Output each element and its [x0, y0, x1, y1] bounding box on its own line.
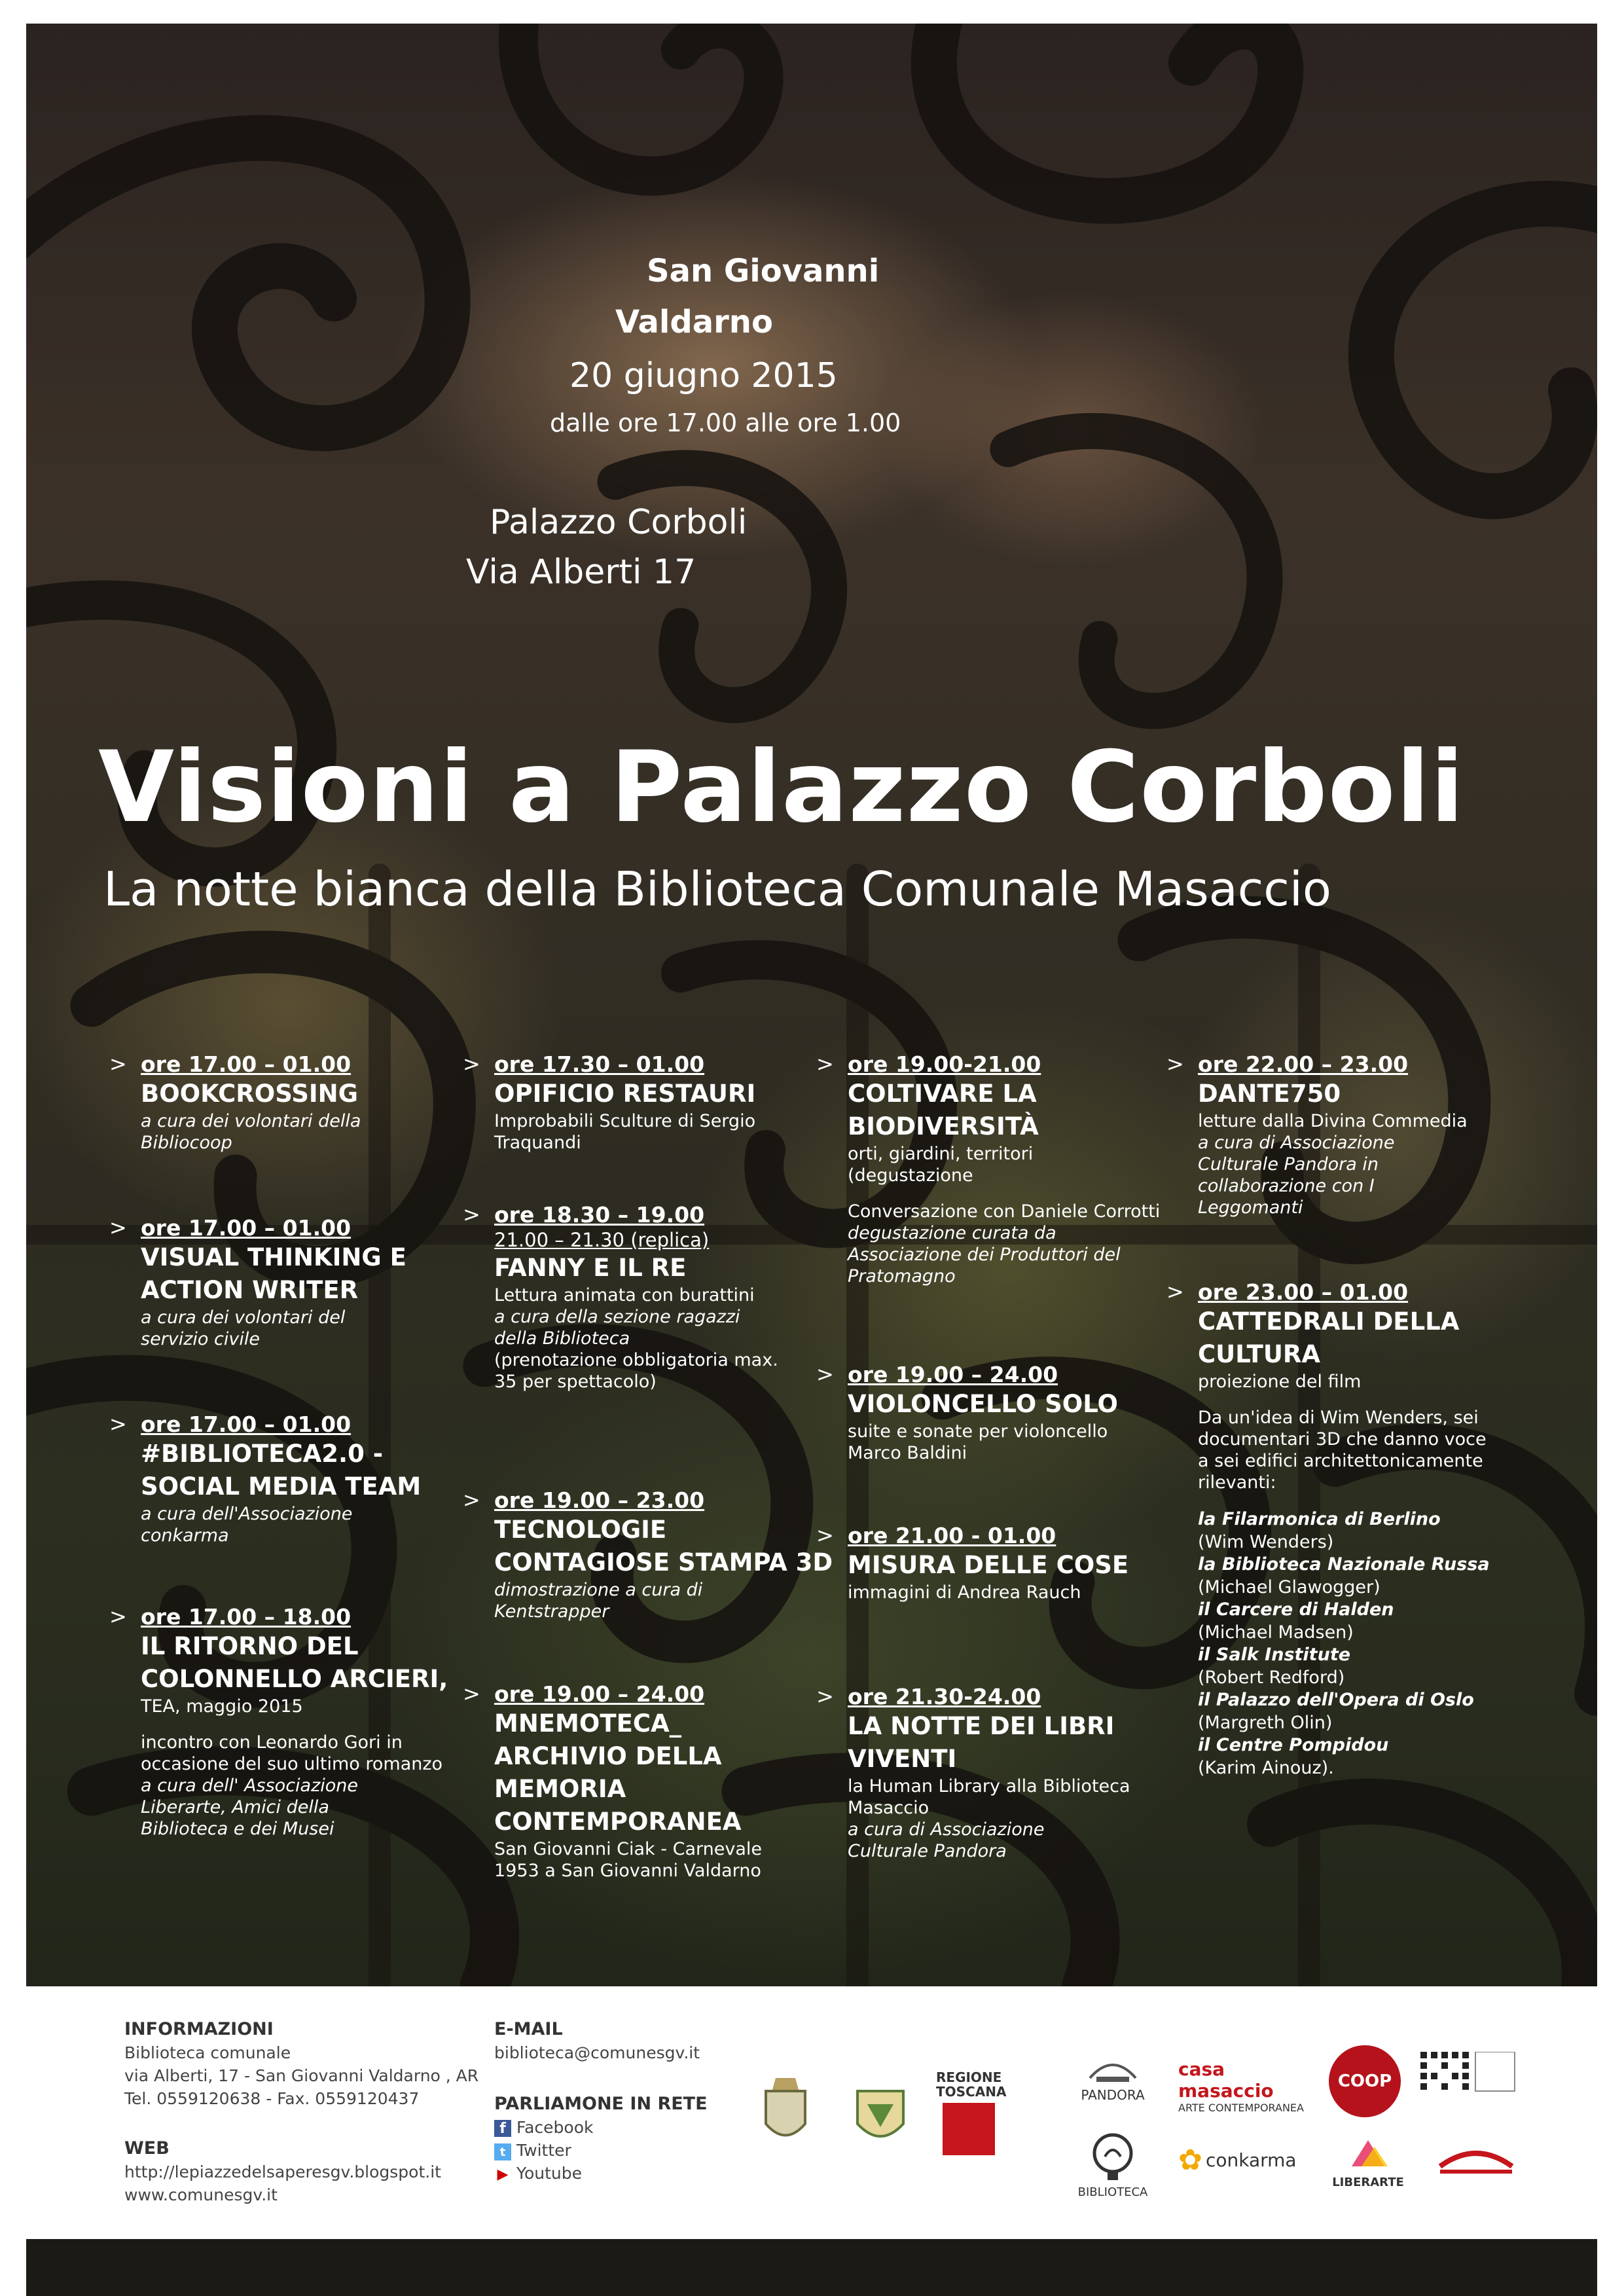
event-desc: a cura dell'Associazione	[141, 1504, 353, 1524]
event-desc: incontro con Leonardo Gori in	[141, 1732, 403, 1753]
event-desc: Traquandi	[494, 1133, 581, 1153]
event-time-replica: 21.00 – 21.30 (replica)	[494, 1229, 710, 1251]
regione-flag-icon	[943, 2103, 995, 2155]
event-name: VIOLONCELLO SOLO	[848, 1390, 1118, 1418]
event-name: OPIFICIO RESTAURI	[494, 1080, 756, 1108]
youtube-label: Youtube	[516, 2164, 582, 2183]
event-time: ore 17.00 – 01.00	[141, 1215, 352, 1241]
event-desc: 35 per spettacolo)	[494, 1372, 657, 1392]
film-title: il Centre Pompidou	[1198, 1735, 1389, 1755]
comune-crest-logo	[753, 2071, 818, 2150]
facebook-icon: f	[494, 2120, 511, 2137]
coop-logo	[1329, 2045, 1407, 2124]
event-desc: proiezione del film	[1198, 1372, 1362, 1392]
film-director: (Michael Glawogger)	[1198, 1577, 1380, 1597]
event-desc: la Human Library alla Biblioteca	[848, 1776, 1130, 1796]
arrow-icon: >	[816, 1051, 834, 1076]
event-desc: Associazione dei Produttori del	[848, 1245, 1121, 1265]
event-name: CATTEDRALI DELLA	[1198, 1307, 1460, 1336]
event-hours: dalle ore 17.00 alle ore 1.00	[550, 409, 901, 437]
event-desc: suite e sonate per violoncello	[848, 1421, 1108, 1442]
event-name: DANTE750	[1198, 1080, 1341, 1108]
pandora-logo	[1060, 2052, 1165, 2111]
bottom-photo-strip	[26, 2239, 1597, 2296]
arrow-icon: >	[109, 1412, 127, 1436]
arrow-icon: >	[1166, 1051, 1184, 1076]
film-director: (Karim Ainouz).	[1198, 1758, 1334, 1778]
event-name: MISURA DELLE COSE	[848, 1551, 1129, 1579]
liberarte-label: LIBERARTE	[1332, 2176, 1404, 2189]
city-line-1: San Giovanni	[647, 253, 880, 289]
arrow-icon: >	[463, 1487, 480, 1512]
film-title: la Biblioteca Nazionale Russa	[1198, 1554, 1490, 1575]
event-time: ore 17.30 – 01.00	[494, 1051, 705, 1077]
event-desc: a cura di Associazione	[1198, 1133, 1395, 1153]
event-desc: orti, giardini, territori	[848, 1144, 1034, 1164]
event-desc: della Biblioteca	[494, 1328, 630, 1349]
info-heading: INFORMAZIONI	[124, 2019, 274, 2039]
event-time: ore 21.30-24.00	[848, 1684, 1041, 1709]
event-desc: Improbabili Sculture di Sergio	[494, 1111, 756, 1131]
conkarma-label: conkarma	[1205, 2149, 1297, 2171]
event-time: ore 23.00 – 01.00	[1198, 1279, 1409, 1305]
poster-subtitle: La notte bianca della Biblioteca Comunale Masaccio	[103, 862, 1331, 917]
event-fanny-e-il-re	[463, 1202, 835, 1393]
event-desc: collaborazione con I	[1198, 1176, 1375, 1196]
event-name: MEMORIA	[494, 1775, 626, 1803]
twitter-label: Twitter	[516, 2141, 571, 2160]
web-heading: WEB	[124, 2138, 170, 2159]
film-director: (Michael Madsen)	[1198, 1622, 1354, 1643]
event-desc: a cura di Associazione	[848, 1819, 1045, 1840]
film-title: il Palazzo dell'Opera di Oslo	[1198, 1690, 1474, 1710]
event-desc: TEA, maggio 2015	[141, 1696, 303, 1717]
event-visual-thinking	[109, 1215, 481, 1350]
event-desc: Pratomagno	[848, 1266, 956, 1286]
casa-masaccio-sub: ARTE CONTEMPORANEA	[1178, 2102, 1304, 2114]
event-desc: a cura della sezione ragazzi	[494, 1307, 740, 1327]
event-misura-delle-cose	[816, 1523, 1188, 1603]
venue-name: Palazzo Corboli	[490, 503, 748, 542]
event-desc: (degustazione	[848, 1165, 973, 1186]
coop-label: COOP	[1329, 2045, 1401, 2117]
event-name: COLTIVARE LA	[848, 1080, 1037, 1108]
event-name: TECNOLOGIE	[494, 1516, 667, 1544]
film-title: il Carcere di Halden	[1198, 1599, 1394, 1620]
info-phone: Tel. 0559120638 - Fax. 0559120437	[124, 2089, 420, 2108]
event-name: CONTEMPORANEA	[494, 1808, 742, 1836]
event-desc: Lettura animata con burattini	[494, 1285, 755, 1305]
info-line: Biblioteca comunale	[124, 2043, 291, 2062]
event-opificio-restauri	[463, 1051, 835, 1154]
event-name: VIVENTI	[848, 1745, 957, 1773]
youtube-link[interactable]	[494, 2162, 593, 2185]
event-desc: dimostrazione a cura di	[494, 1580, 703, 1600]
event-name: CULTURA	[1198, 1340, 1321, 1368]
film-director: (Robert Redford)	[1198, 1667, 1345, 1688]
event-cattedrali-cultura	[1166, 1279, 1538, 1779]
event-desc: a sei edifici architettonicamente	[1198, 1451, 1483, 1471]
event-time: ore 17.00 – 01.00	[141, 1051, 352, 1077]
event-name: LA NOTTE DEI LIBRI	[848, 1712, 1115, 1740]
conkarma-flower-icon: ✿	[1178, 2143, 1202, 2177]
event-desc: letture dalla Divina Commedia	[1198, 1111, 1468, 1131]
website-link[interactable]: www.comunesgv.it	[124, 2185, 278, 2204]
event-time: ore 18.30 – 19.00	[494, 1202, 705, 1228]
event-name: IL RITORNO DEL	[141, 1632, 359, 1660]
event-desc: conkarma	[141, 1525, 229, 1546]
footer	[0, 1986, 1624, 2215]
arrow-icon: >	[463, 1051, 480, 1076]
event-time: ore 17.00 – 18.00	[141, 1604, 352, 1630]
event-desc: Conversazione con Daniele Corrotti	[848, 1201, 1161, 1222]
facebook-label: Facebook	[516, 2118, 594, 2137]
poster-title: Visioni a Palazzo Corboli	[98, 731, 1465, 845]
event-violoncello-solo	[816, 1362, 1188, 1464]
regione-label: REGIONE TOSCANA	[936, 2069, 1007, 2100]
event-desc: degustazione curata da	[848, 1223, 1056, 1243]
event-desc: occasione del suo ultimo romanzo	[141, 1754, 443, 1774]
arrow-icon: >	[463, 1202, 480, 1227]
event-name: #BIBLIOTECA2.0 -	[141, 1440, 384, 1468]
event-biblioteca20	[109, 1412, 481, 1546]
event-name: ARCHIVIO DELLA	[494, 1742, 722, 1770]
event-name: VISUAL THINKING E	[141, 1243, 406, 1271]
event-dante750	[1166, 1051, 1538, 1218]
youtube-icon: ▶	[497, 2166, 509, 2183]
event-desc: (prenotazione obbligatoria max.	[494, 1350, 778, 1370]
event-date: 20 giugno 2015	[569, 356, 838, 395]
event-desc: a cura dei volontari del	[141, 1307, 346, 1328]
event-time: ore 21.00 - 01.00	[848, 1523, 1056, 1548]
event-tecnologie-contagiose	[463, 1487, 848, 1622]
arrow-icon: >	[109, 1215, 127, 1240]
event-notte-libri-viventi	[816, 1684, 1201, 1862]
film-director: (Wim Wenders)	[1198, 1532, 1334, 1552]
event-name: FANNY E IL RE	[494, 1254, 687, 1282]
conkarma-logo	[1178, 2143, 1309, 2189]
city-line-2: Valdarno	[615, 304, 773, 340]
event-name: BIODIVERSITÀ	[848, 1112, 1039, 1140]
film-title: la Filarmonica di Berlino	[1198, 1509, 1441, 1529]
social-heading: PARLIAMONE IN RETE	[494, 2094, 708, 2114]
event-desc: Liberarte, Amici della	[141, 1797, 329, 1817]
provincia-crest-logo	[848, 2071, 913, 2150]
social-links	[494, 2116, 593, 2185]
arrow-icon: >	[1166, 1279, 1184, 1304]
arrow-icon: >	[109, 1051, 127, 1076]
venue-address: Via Alberti 17	[466, 553, 696, 592]
arrow-icon: >	[816, 1684, 834, 1709]
event-name: COLONNELLO ARCIERI,	[141, 1665, 448, 1693]
event-name: MNEMOTECA_	[494, 1709, 682, 1738]
arrow-icon: >	[816, 1523, 834, 1548]
liberarte-logo	[1329, 2134, 1407, 2199]
event-desc: a cura dei volontari della	[141, 1111, 361, 1131]
info-address: via Alberti, 17 - San Giovanni Valdarno , AR	[124, 2066, 479, 2085]
event-desc: rilevanti:	[1198, 1472, 1276, 1493]
email-heading: E-MAIL	[494, 2019, 563, 2039]
info-text	[124, 2041, 478, 2110]
event-desc: Biblioteca e dei Musei	[141, 1819, 334, 1839]
pandora-label: PANDORA	[1081, 2087, 1145, 2103]
biblioteca-ponte-logo	[1434, 2137, 1525, 2189]
event-desc: Da un'idea di Wim Wenders, sei	[1198, 1408, 1479, 1428]
web-links	[124, 2160, 441, 2206]
event-time: ore 19.00 – 24.00	[494, 1681, 705, 1707]
event-time: ore 19.00 – 23.00	[494, 1487, 705, 1513]
poster-background	[26, 24, 1597, 1986]
event-desc: Leggomanti	[1198, 1197, 1303, 1218]
event-desc: Bibliocoop	[141, 1133, 232, 1153]
event-time: ore 17.00 – 01.00	[141, 1412, 352, 1437]
event-desc: documentari 3D che danno voce	[1198, 1429, 1487, 1449]
event-time: ore 19.00-21.00	[848, 1051, 1041, 1077]
event-time: ore 22.00 – 23.00	[1198, 1051, 1409, 1077]
event-time: ore 19.00 – 24.00	[848, 1362, 1058, 1387]
event-bookcrossing	[109, 1051, 481, 1154]
event-desc: a cura dell' Associazione	[141, 1776, 359, 1796]
film-director: (Margreth Olin)	[1198, 1713, 1333, 1733]
biblioteca-label: BIBLIOTECA	[1077, 2185, 1148, 2199]
event-desc: 1953 a San Giovanni Valdarno	[494, 1861, 761, 1881]
event-desc: Marco Baldini	[848, 1443, 967, 1463]
event-desc: San Giovanni Ciak - Carnevale	[494, 1839, 762, 1859]
event-coltivare-biodiversita	[816, 1051, 1188, 1287]
event-name: ACTION WRITER	[141, 1276, 359, 1304]
email-link[interactable]: biblioteca@comunesgv.it	[494, 2043, 700, 2062]
biblioteca-logo	[1060, 2130, 1165, 2209]
event-desc: Culturale Pandora	[848, 1841, 1007, 1861]
event-desc: Masaccio	[848, 1798, 929, 1818]
event-name: SOCIAL MEDIA TEAM	[141, 1472, 422, 1501]
casa-masaccio-logo	[1178, 2058, 1309, 2114]
arrow-icon: >	[109, 1604, 127, 1629]
arrow-icon: >	[463, 1681, 480, 1706]
event-desc: immagini di Andrea Rauch	[848, 1582, 1081, 1603]
event-colonnello-arcieri	[109, 1604, 507, 1840]
twitter-icon: t	[494, 2143, 511, 2160]
event-name: CONTAGIOSE STAMPA 3D	[494, 1548, 833, 1576]
regione-toscana-logo	[936, 2069, 1007, 2155]
event-mnemoteca	[463, 1681, 848, 1882]
le-piazze-logo	[1420, 2052, 1525, 2111]
event-desc: Kentstrapper	[494, 1601, 609, 1622]
arrow-icon: >	[816, 1362, 834, 1387]
casa-masaccio-label: casa masaccio	[1178, 2058, 1274, 2102]
event-desc: servizio civile	[141, 1329, 260, 1349]
blog-link[interactable]: http://lepiazzedelsaperesgv.blogspot.it	[124, 2162, 441, 2181]
film-title: il Salk Institute	[1198, 1645, 1351, 1665]
facebook-link[interactable]	[494, 2116, 593, 2139]
event-desc: Culturale Pandora in	[1198, 1154, 1379, 1175]
event-name: BOOKCROSSING	[141, 1080, 358, 1108]
twitter-link[interactable]	[494, 2139, 593, 2162]
